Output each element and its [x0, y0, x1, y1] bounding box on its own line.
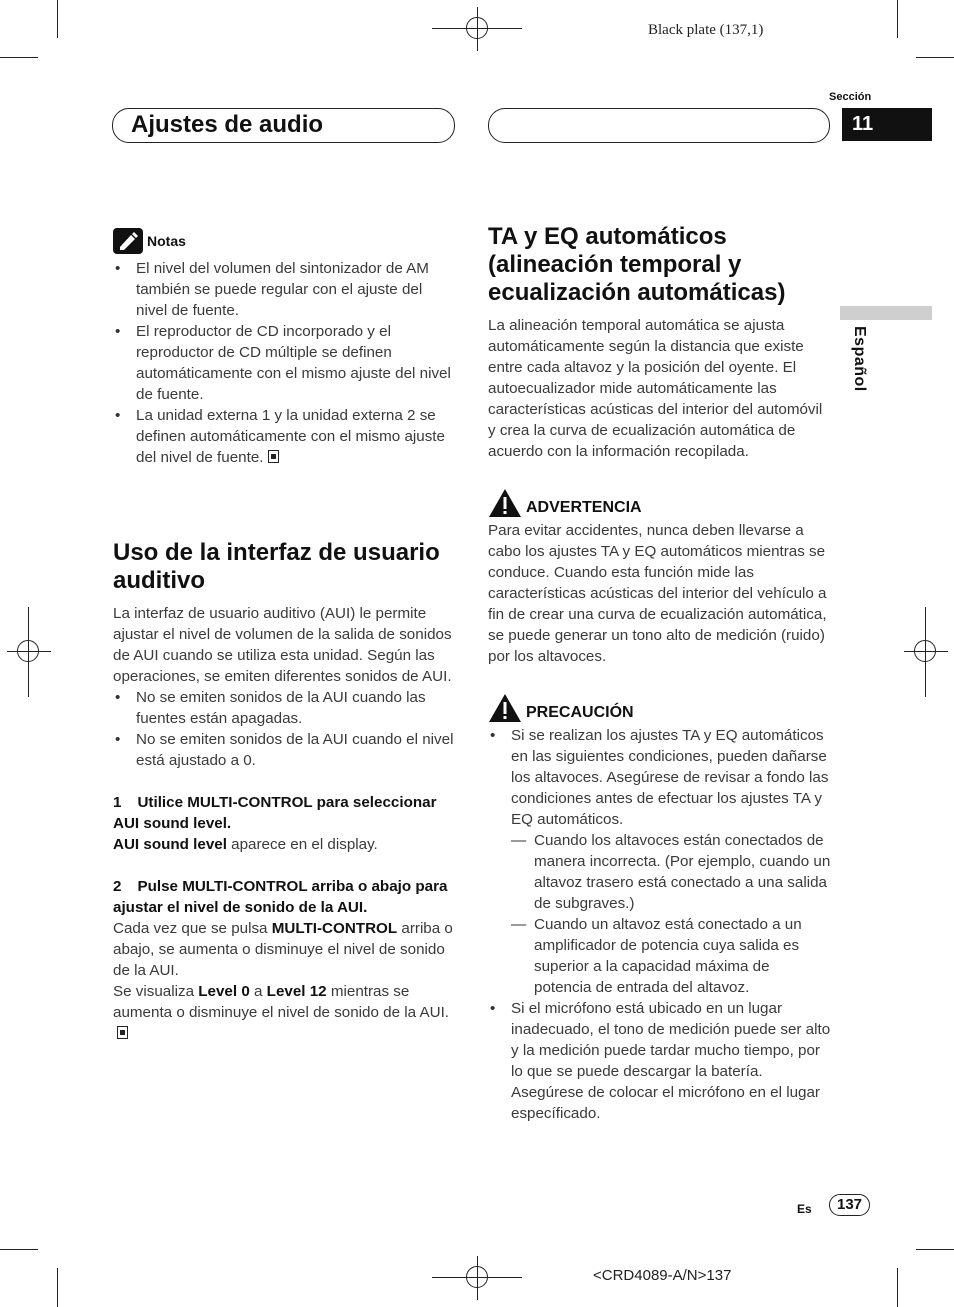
- list-item: • Si se realizan los ajustes TA y EQ automáticos en las siguientes condiciones, pueden dañarse los altavoces. Asegúrese de revisar a fondo las condiciones antes de efectuar los ajustes TA y EQ automáticos. — Cuando los altavoces están conectados de manera incorrecta. (Por ejemplo, cuando un altavoz trasero está conectado a una salida de subgraves.) — Cuando un altavoz está conectado a un amplificador de potencia cuya salida es superior a la capacidad máxima de potencia de entrada del altavoz.: [488, 725, 831, 998]
- warning-text: Para evitar accidentes, nunca deben llevarse a cabo los ajustes TA y EQ automáticos mientras se conduce. Cuando esta función mide las características acústicas del interior del vehículo a fin de crear una curva de ecualización automática, se puede generar un tono alto de medición (ruido) por los altavoces.: [488, 522, 827, 665]
- registration-mark-right: [904, 630, 948, 674]
- warning-header: [488, 488, 831, 518]
- registration-mark-top: [456, 7, 500, 51]
- crop-mark: [897, 0, 898, 38]
- registration-mark-left: [7, 630, 51, 674]
- language-tab: [840, 306, 932, 320]
- ta-eq-heading: TA y EQ automáticos (alineación temporal y ecualización automáticas): [488, 223, 786, 306]
- list-item: • La unidad externa 1 y la unidad externa 2 se definen automáticamente con el mismo ajuste del nivel de fuente.: [113, 405, 455, 468]
- crop-mark: [897, 1268, 898, 1307]
- aui-bullets: [113, 687, 455, 771]
- crop-mark: [925, 607, 926, 697]
- step-1-description: AUI sound level aparece en el display.: [113, 836, 378, 853]
- crop-mark: [28, 607, 29, 697]
- crop-mark: [432, 1277, 522, 1278]
- step-2-description: Cada vez que se pulsa MULTI-CONTROL arriba o abajo, se aumenta o disminuye el nivel de sonido de la AUI.: [113, 920, 453, 979]
- list-item: — Cuando un altavoz está conectado a un amplificador de potencia cuya salida es superior a la capacidad máxima de potencia de entrada del altavoz.: [511, 914, 831, 998]
- aui-intro: La interfaz de usuario auditivo (AUI) le permite ajustar el nivel de volumen de la salida de sonidos de AUI cuando se utiliza esta unidad. Según las operaciones, se emiten diferentes sonidos de AUI.: [113, 605, 452, 685]
- crop-mark: [0, 1249, 38, 1250]
- list-item: — Cuando los altavoces están conectados de manera incorrecta. (Por ejemplo, cuando un altavoz trasero está conectado a una salida de subgraves.): [511, 830, 831, 914]
- ta-eq-intro: La alineación temporal automática se ajusta automáticamente según la distancia que existe entre cada altavoz y la posición del oyente. El autoecualizador mide automáticamente las características acústicas del interior del automóvil y crea la curva de ecualización automática de acuerdo con la información recopilada.: [488, 317, 823, 460]
- step-2: 2 Pulse MULTI-CONTROL arriba o abajo para ajustar el nivel de sonido de la AUI.: [113, 878, 448, 916]
- caution-sublist: [511, 830, 831, 998]
- list-item: • El nivel del volumen del sintonizador de AM también se puede regular con el ajuste del nivel de fuente.: [113, 258, 455, 321]
- list-item: • No se emiten sonidos de la AUI cuando el nivel está ajustado a 0.: [113, 729, 455, 771]
- crop-mark: [57, 0, 58, 38]
- left-column: [113, 228, 455, 1044]
- plate-label: Black plate (137,1): [648, 22, 764, 38]
- pencil-icon: [113, 228, 143, 254]
- crop-mark: [916, 1249, 954, 1250]
- list-item: • Si el micrófono está ubicado en un lugar inadecuado, el tono de medición puede ser alto y la medición puede tardar mucho tiempo, por lo que se puede descargar la batería. Asegúrese de colocar el micrófono en el lugar específicado.: [488, 998, 831, 1124]
- page-number: 137: [829, 1194, 870, 1216]
- doc-code: <CRD4089-A/N>137: [593, 1267, 732, 1284]
- list-item: • El reproductor de CD incorporado y el reproductor de CD múltiple se definen automáticamente con el mismo ajuste del nivel de fuente.: [113, 321, 455, 405]
- step-1: 1 Utilice MULTI-CONTROL para seleccionar AUI sound level.: [113, 794, 437, 832]
- warning-title: ADVERTENCIA: [526, 499, 642, 516]
- caution-title: PRECAUCIÓN: [526, 704, 634, 721]
- end-mark-icon: [268, 450, 279, 463]
- aui-heading: Uso de la interfaz de usuario auditivo: [113, 539, 440, 594]
- notes-list: [113, 258, 455, 468]
- notes-header: [113, 228, 455, 254]
- crop-mark: [432, 28, 522, 29]
- crop-mark: [0, 57, 38, 58]
- caution-header: [488, 693, 831, 723]
- warning-icon: [488, 488, 522, 518]
- lang-code: Es: [797, 1202, 812, 1216]
- section-label: Sección: [829, 91, 872, 103]
- caution-list: [488, 725, 831, 1124]
- step-2-level-info: Se visualiza Level 0 a Level 12 mientras se aumenta o disminuye el nivel de sonido de la AUI.: [113, 981, 455, 1044]
- section-number: 11: [842, 108, 932, 141]
- right-column: [488, 223, 831, 1124]
- list-item: • No se emiten sonidos de la AUI cuando las fuentes están apagadas.: [113, 687, 455, 729]
- registration-mark-bottom: [456, 1256, 500, 1300]
- end-mark-icon: [117, 1026, 128, 1039]
- section-blank-pill: [488, 108, 830, 143]
- crop-mark: [916, 57, 954, 58]
- crop-mark: [57, 1268, 58, 1307]
- language-label: Español: [851, 326, 868, 392]
- notes-title: Notas: [147, 232, 186, 249]
- section-title: Ajustes de audio: [131, 111, 324, 138]
- caution-icon: [488, 693, 522, 723]
